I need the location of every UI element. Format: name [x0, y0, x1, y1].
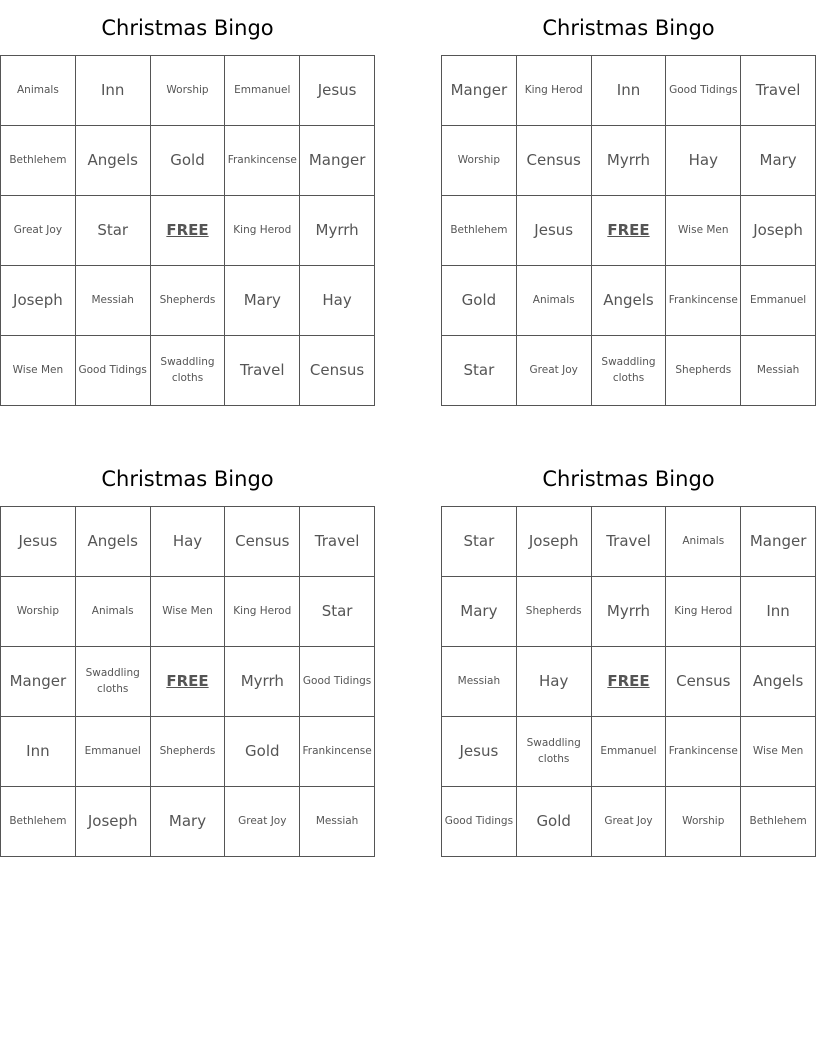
bingo-cell: Jesus — [442, 717, 517, 787]
bingo-cell: Emmanuel — [592, 717, 667, 787]
free-space-cell: FREE — [151, 647, 226, 717]
bingo-grid — [0, 506, 375, 857]
bingo-cell: Star — [300, 577, 375, 647]
bingo-cell: Frankincense — [225, 126, 300, 196]
bingo-cell: Gold — [517, 787, 592, 857]
bingo-cell: Messiah — [741, 336, 816, 406]
bingo-cell: Myrrh — [225, 647, 300, 717]
bingo-cell: Jesus — [1, 507, 76, 577]
free-space-cell: FREE — [592, 196, 667, 266]
bingo-cell: Inn — [741, 577, 816, 647]
bingo-cell: Travel — [741, 56, 816, 126]
bingo-cell: Emmanuel — [76, 717, 151, 787]
card-title: Christmas Bingo — [101, 16, 274, 40]
bingo-cell: Mary — [225, 266, 300, 336]
bingo-cell: Animals — [666, 507, 741, 577]
bingo-cell: Manger — [442, 56, 517, 126]
bingo-cell: Animals — [76, 577, 151, 647]
bingo-cell: Swaddling cloths — [517, 717, 592, 787]
bingo-cell: Jesus — [300, 56, 375, 126]
bingo-cell: Good Tidings — [666, 56, 741, 126]
card-title: Christmas Bingo — [101, 467, 274, 491]
bingo-cell: Myrrh — [592, 577, 667, 647]
bingo-cell: Angels — [741, 647, 816, 717]
bingo-cell: Myrrh — [592, 126, 667, 196]
bingo-cell: Great Joy — [225, 787, 300, 857]
bingo-cell: Star — [442, 507, 517, 577]
bingo-cell: Joseph — [1, 266, 76, 336]
bingo-cell: Great Joy — [1, 196, 76, 266]
bingo-cell: Bethlehem — [442, 196, 517, 266]
bingo-cell: Joseph — [76, 787, 151, 857]
bingo-cell: Gold — [225, 717, 300, 787]
bingo-cell: Wise Men — [1, 336, 76, 406]
bingo-cell: Hay — [517, 647, 592, 717]
bingo-cell: Wise Men — [666, 196, 741, 266]
bingo-cell: Shepherds — [517, 577, 592, 647]
bingo-cell: Mary — [442, 577, 517, 647]
bingo-cell: Jesus — [517, 196, 592, 266]
bingo-cell: Angels — [76, 507, 151, 577]
bingo-cell: Myrrh — [300, 196, 375, 266]
bingo-cell: Great Joy — [592, 787, 667, 857]
free-space-cell: FREE — [151, 196, 226, 266]
bingo-cell: Worship — [151, 56, 226, 126]
bingo-cell: Joseph — [517, 507, 592, 577]
bingo-cell: Wise Men — [151, 577, 226, 647]
bingo-cell: Frankincense — [300, 717, 375, 787]
bingo-card-1 — [0, 0, 375, 406]
bingo-cell: Star — [76, 196, 151, 266]
bingo-cell: Travel — [300, 507, 375, 577]
bingo-cell: Census — [225, 507, 300, 577]
bingo-grid — [0, 55, 375, 406]
bingo-cell: Messiah — [76, 266, 151, 336]
bingo-cell: Bethlehem — [741, 787, 816, 857]
bingo-cell: Great Joy — [517, 336, 592, 406]
bingo-cell: Manger — [300, 126, 375, 196]
bingo-cell: Messiah — [300, 787, 375, 857]
bingo-cell: Travel — [225, 336, 300, 406]
bingo-cell: Good Tidings — [300, 647, 375, 717]
bingo-cell: King Herod — [225, 196, 300, 266]
bingo-cell: Hay — [300, 266, 375, 336]
bingo-cell: Census — [300, 336, 375, 406]
bingo-cell: Census — [517, 126, 592, 196]
bingo-card-2 — [441, 0, 816, 406]
bingo-card-3 — [0, 451, 375, 857]
bingo-cell: Swaddling cloths — [592, 336, 667, 406]
bingo-grid — [441, 506, 816, 857]
bingo-cell: Frankincense — [666, 266, 741, 336]
bingo-cell: King Herod — [517, 56, 592, 126]
bingo-cell: Bethlehem — [1, 787, 76, 857]
bingo-cell: Worship — [1, 577, 76, 647]
bingo-cell: Hay — [666, 126, 741, 196]
bingo-grid — [441, 55, 816, 406]
bingo-cell: Mary — [151, 787, 226, 857]
bingo-cell: Frankincense — [666, 717, 741, 787]
bingo-cell: Good Tidings — [442, 787, 517, 857]
bingo-cell: Angels — [76, 126, 151, 196]
bingo-cell: Emmanuel — [741, 266, 816, 336]
bingo-cell: Hay — [151, 507, 226, 577]
bingo-cell: Inn — [76, 56, 151, 126]
bingo-cell: Emmanuel — [225, 56, 300, 126]
bingo-cell: King Herod — [225, 577, 300, 647]
bingo-cell: Inn — [592, 56, 667, 126]
bingo-cell: Messiah — [442, 647, 517, 717]
bingo-cell: Gold — [442, 266, 517, 336]
bingo-cell: Star — [442, 336, 517, 406]
bingo-cell: Shepherds — [151, 266, 226, 336]
bingo-cell: Swaddling cloths — [151, 336, 226, 406]
bingo-cell: Animals — [517, 266, 592, 336]
bingo-cell: Manger — [1, 647, 76, 717]
bingo-cell: Shepherds — [151, 717, 226, 787]
bingo-cell: Manger — [741, 507, 816, 577]
bingo-cell: Bethlehem — [1, 126, 76, 196]
bingo-cell: Good Tidings — [76, 336, 151, 406]
bingo-cell: Worship — [666, 787, 741, 857]
bingo-cell: Gold — [151, 126, 226, 196]
bingo-cell: Angels — [592, 266, 667, 336]
card-title: Christmas Bingo — [542, 16, 715, 40]
bingo-cell: Joseph — [741, 196, 816, 266]
bingo-cell: Swaddling cloths — [76, 647, 151, 717]
bingo-cell: Worship — [442, 126, 517, 196]
bingo-cell: Animals — [1, 56, 76, 126]
bingo-cell: Inn — [1, 717, 76, 787]
free-space-cell: FREE — [592, 647, 667, 717]
bingo-cell: Mary — [741, 126, 816, 196]
bingo-card-4 — [441, 451, 816, 857]
card-title: Christmas Bingo — [542, 467, 715, 491]
bingo-cell: Census — [666, 647, 741, 717]
bingo-cell: Travel — [592, 507, 667, 577]
bingo-cell: Wise Men — [741, 717, 816, 787]
bingo-cell: Shepherds — [666, 336, 741, 406]
bingo-cell: King Herod — [666, 577, 741, 647]
